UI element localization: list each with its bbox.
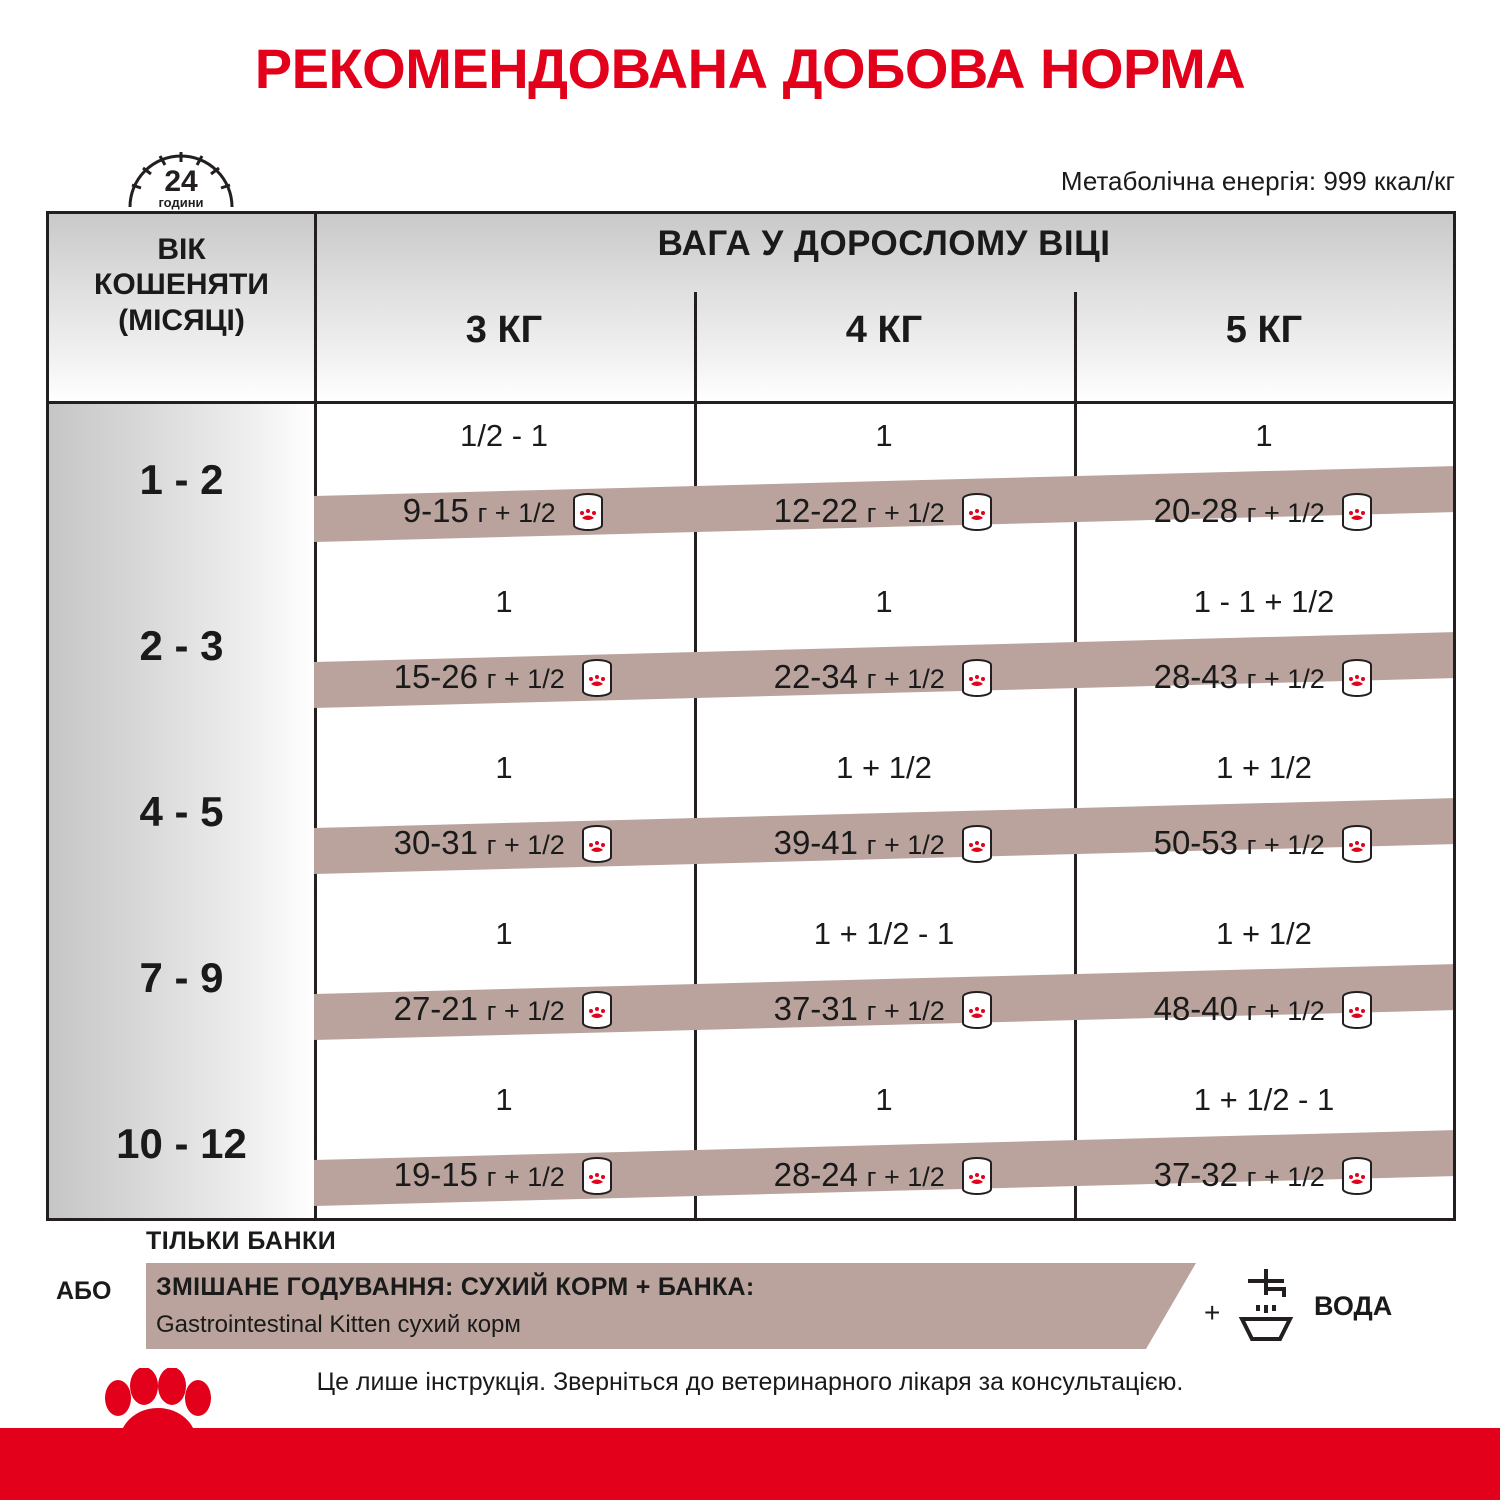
header-age-line-2: КОШЕНЯТИ xyxy=(94,268,269,302)
metabolic-energy-label: Метаболічна енергія: 999 ккал/кг xyxy=(1060,166,1455,196)
cell-grams xyxy=(1074,658,1454,706)
cell-grams-unit: г + 1/2 xyxy=(866,1162,945,1192)
disclaimer-text: Це лише інструкція. Зверніться до ветеринарного лікаря за консультацією. xyxy=(316,1368,1184,1396)
cell-grams-unit: г + 1/2 xyxy=(866,996,945,1026)
footer-feeding-options xyxy=(46,1225,1456,1345)
cell-cans: 1 xyxy=(875,584,893,619)
can-icon xyxy=(1340,658,1374,706)
24-hours-badge xyxy=(110,133,252,211)
can-icon xyxy=(960,1156,994,1204)
water-plus-sign: + xyxy=(1204,1297,1221,1328)
can-icon xyxy=(960,658,994,706)
cell-grams-value: 28-24 xyxy=(773,1156,858,1193)
or-label: АБО xyxy=(56,1277,112,1305)
cell-grams-unit: г + 1/2 xyxy=(866,498,945,528)
header-age-column xyxy=(49,232,314,338)
cell-grams-value: 37-32 xyxy=(1153,1156,1238,1193)
royal-canin-logo xyxy=(96,1368,220,1464)
cell-grams xyxy=(314,658,694,706)
cell-grams-unit: г + 1/2 xyxy=(486,996,565,1026)
cell-grams-value: 15-26 xyxy=(393,658,478,695)
cell-grams-unit: г + 1/2 xyxy=(1246,996,1325,1026)
cell-grams-value: 19-15 xyxy=(393,1156,478,1193)
cell-grams-unit: г + 1/2 xyxy=(486,830,565,860)
cell-grams xyxy=(1074,824,1454,872)
cell-cans: 1 xyxy=(875,418,893,453)
row-age: 1 - 2 xyxy=(139,456,224,503)
cell-grams xyxy=(694,492,1074,540)
can-icon xyxy=(1340,1156,1374,1204)
cell-grams-value: 20-28 xyxy=(1153,492,1238,529)
header-weight-4kg: 4 КГ xyxy=(845,309,923,351)
cell-grams-value: 50-53 xyxy=(1153,824,1238,861)
can-icon xyxy=(580,1156,614,1204)
cell-grams xyxy=(314,1156,694,1204)
can-icon xyxy=(960,492,994,540)
bottom-red-bar xyxy=(0,1428,1500,1500)
header-age-line-1: ВІК xyxy=(157,233,206,266)
header-weight-5kg: 5 КГ xyxy=(1225,309,1303,351)
cell-cans: 1 + 1/2 - 1 xyxy=(1193,1082,1335,1117)
cell-grams-value: 27-21 xyxy=(393,990,478,1027)
cell-grams xyxy=(314,492,694,540)
can-icon xyxy=(960,990,994,1038)
can-icon xyxy=(571,492,605,540)
cell-cans: 1 + 1/2 xyxy=(836,750,932,785)
badge-number: 24 xyxy=(164,165,198,198)
cell-cans: 1 xyxy=(1255,418,1273,453)
page-title: РЕКОМЕНДОВАНА ДОБОВА НОРМА xyxy=(254,37,1246,100)
can-icon xyxy=(580,658,614,706)
can-icon xyxy=(1340,492,1374,540)
can-icon xyxy=(960,824,994,872)
mixed-feeding-title: ЗМІШАНЕ ГОДУВАННЯ: СУХИЙ КОРМ + БАНКА: xyxy=(156,1273,755,1301)
cell-grams xyxy=(1074,492,1454,540)
row-age: 4 - 5 xyxy=(139,788,224,835)
header-weight-title: ВАГА У ДОРОСЛОМУ ВІЦІ xyxy=(657,224,1111,263)
cell-grams-unit: г + 1/2 xyxy=(1246,830,1325,860)
header-age-line-3: (МІСЯЦІ) xyxy=(118,303,245,337)
cell-grams-unit: г + 1/2 xyxy=(1246,498,1325,528)
cell-grams-unit: г + 1/2 xyxy=(866,830,945,860)
table-row xyxy=(49,1068,1456,1221)
cell-cans: 1 xyxy=(875,1082,893,1117)
cell-grams-value: 48-40 xyxy=(1153,990,1238,1027)
cell-cans: 1 xyxy=(495,750,513,785)
water-tap-icon xyxy=(1228,1265,1304,1352)
table-row xyxy=(49,736,1456,902)
cell-grams-unit: г + 1/2 xyxy=(1246,1162,1325,1192)
cell-grams-value: 39-41 xyxy=(773,824,858,861)
cell-grams-unit: г + 1/2 xyxy=(486,664,565,694)
cell-grams xyxy=(314,824,694,872)
cell-grams-value: 30-31 xyxy=(393,824,478,861)
cell-grams-value: 37-31 xyxy=(773,990,858,1027)
can-icon xyxy=(580,824,614,872)
cell-grams xyxy=(694,990,1074,1038)
feeding-table xyxy=(46,211,1456,1221)
mixed-feeding-subtitle: Gastrointestinal Kitten сухий корм xyxy=(156,1311,521,1338)
cell-grams-value: 9-15 xyxy=(402,492,469,529)
cell-grams-unit: г + 1/2 xyxy=(477,498,556,528)
row-age: 10 - 12 xyxy=(116,1120,247,1167)
cell-grams xyxy=(1074,990,1454,1038)
badge-unit: години xyxy=(158,195,204,210)
cell-grams-unit: г + 1/2 xyxy=(866,664,945,694)
cell-cans: 1 xyxy=(495,916,513,951)
row-age: 2 - 3 xyxy=(139,622,224,669)
cell-cans: 1 xyxy=(495,584,513,619)
cell-cans: 1 - 1 + 1/2 xyxy=(1193,584,1335,619)
cell-grams xyxy=(694,658,1074,706)
cell-grams xyxy=(314,990,694,1038)
can-icon xyxy=(1340,824,1374,872)
cell-cans: 1 + 1/2 xyxy=(1216,750,1312,785)
cell-grams-value: 28-43 xyxy=(1153,658,1238,695)
cell-grams xyxy=(694,1156,1074,1204)
cell-grams-unit: г + 1/2 xyxy=(1246,664,1325,694)
cell-grams xyxy=(1074,1156,1454,1204)
can-icon xyxy=(580,990,614,1038)
header-weight-3kg: 3 КГ xyxy=(465,309,543,351)
cell-grams-unit: г + 1/2 xyxy=(486,1162,565,1192)
table-row xyxy=(49,404,1456,570)
water-block xyxy=(1196,1263,1486,1349)
table-row xyxy=(49,902,1456,1068)
cell-grams xyxy=(694,824,1074,872)
cell-cans: 1 + 1/2 - 1 xyxy=(813,916,955,951)
can-icon xyxy=(1340,990,1374,1038)
water-label: ВОДА xyxy=(1314,1291,1393,1321)
table-row xyxy=(49,570,1456,736)
cell-cans: 1 + 1/2 xyxy=(1216,916,1312,951)
cell-grams-value: 12-22 xyxy=(773,492,858,529)
cell-cans: 1 xyxy=(495,1082,513,1117)
cell-grams-value: 22-34 xyxy=(773,658,858,695)
only-cans-label: ТІЛЬКИ БАНКИ xyxy=(146,1227,337,1255)
cell-cans: 1/2 - 1 xyxy=(460,418,548,453)
row-age: 7 - 9 xyxy=(139,954,224,1001)
